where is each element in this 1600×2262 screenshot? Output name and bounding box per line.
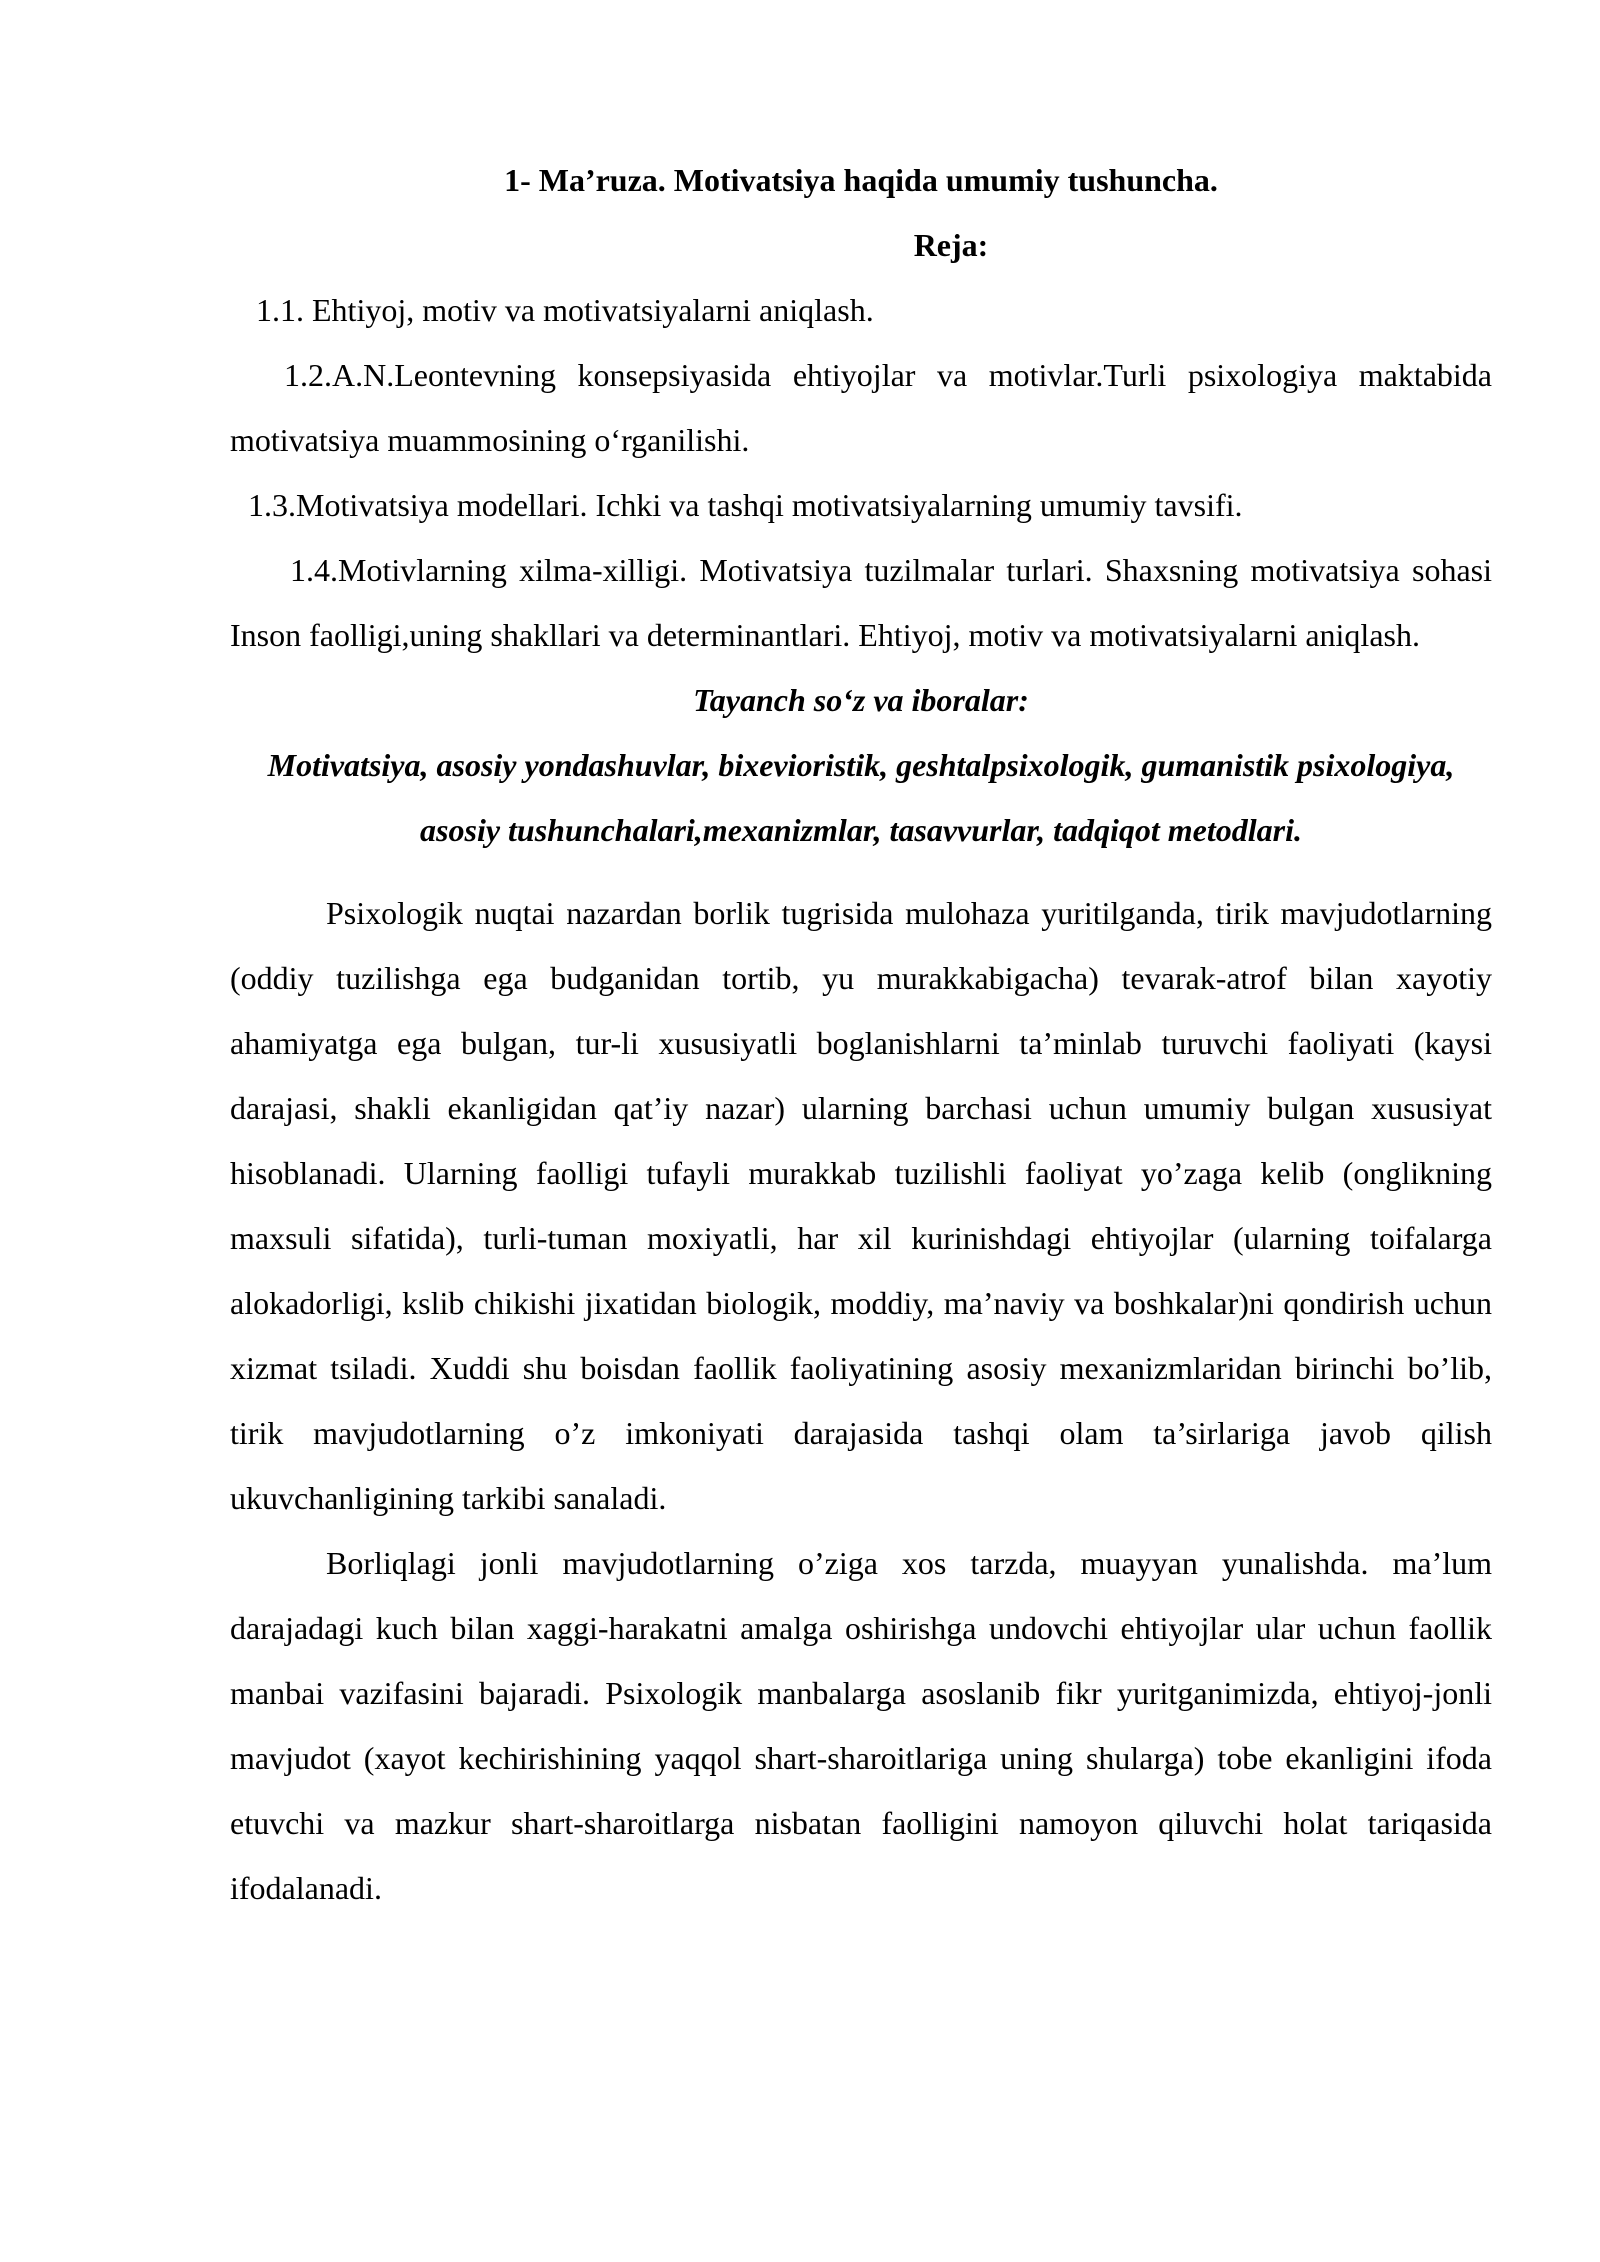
plan-item: 1.2.A.N.Leontevning konsepsiyasida ehtiyojlar va motivlar.Turli psixologiya maktabida motivatsiya muammosining o‘rganilishi. <box>230 357 1492 458</box>
document-page <box>230 148 1492 1921</box>
plan-item: 1.4.Motivlarning xilma-xilligi. Motivatsiya tuzilmalar turlari. Shaxsning motivatsiya sohasi Inson faolligi,uning shakllari va determinantlari. Ehtiyoj, motiv va motivatsiyalarni aniqlash. <box>230 552 1492 653</box>
plan-item: 1.1. Ehtiyoj, motiv va motivatsiyalarni aniqlash. <box>256 292 874 328</box>
plan-item: 1.3.Motivatsiya modellari. Ichki va tashqi motivatsiyalarning umumiy tavsifi. <box>248 487 1243 523</box>
lecture-title: 1- Ma’ruza. Motivatsiya haqida umumiy tushuncha. <box>504 162 1218 198</box>
plan-heading: Reja: <box>913 227 989 263</box>
keywords-heading: Tayanch so‘z va iboralar: <box>693 682 1029 718</box>
body-paragraph: Borliqlagi jonli mavjudotlarning o’ziga xos tarzda, muayyan yunalishda. ma’lum darajadagi kuch bilan xaggi-harakatni amalga oshirishga undovchi ehtiyojlar ular uchun faollik manbai vazifasini bajaradi. Psixologik manbalarga asoslanib fikr yuritganimizda, ehtiyoj-jonli mavjudot (xayot kechirishining yaqqol shart-sharoitlariga uning shularga) tobe ekanligini ifoda etuvchi va mazkur shart-sharoitlarga nisbatan faolligini namoyon qiluvchi holat tariqasida ifodalanadi. <box>230 1545 1492 1906</box>
keywords-list: Motivatsiya, asosiy yondashuvlar, bixevioristik, geshtalpsixologik, gumanistik psixologiya, asosiy tushunchalari,mexanizmlar, tasavvurlar, tadqiqot metodlari. <box>267 747 1455 848</box>
body-paragraph: Psixologik nuqtai nazardan borlik tugrisida mulohaza yuritilganda, tirik mavjudotlarning (oddiy tuzilishga ega budganidan tortib, yu murakkabigacha) tevarak-atrof bilan xayotiy ahamiyatga ega bulgan, tur-li xususiyatli boglanishlarni ta’minlab turuvchi faoliyati (kaysi darajasi, shakli ekanligidan qat’iy nazar) ularning barchasi uchun umumiy bulgan xususiyat hisoblanadi. Ularning faolligi tufayli murakkab tuzilishli faoliyat yo’zaga kelib (onglikning maxsuli sifatida), turli-tuman moxiyatli, har xil kurinishdagi ehtiyojlar (ularning toifalarga alokadorligi, kslib chikishi jixatidan biologik, moddiy, ma’naviy va boshkalar)ni qondirish uchun xizmat tsiladi. Xuddi shu boisdan faollik faoliyatining asosiy mexanizmlaridan birinchi bo’lib, tirik mavjudotlarning o’z imkoniyati darajasida tashqi olam ta’sirlariga javob qilish ukuvchanligining tarkibi sanaladi. <box>230 895 1492 1516</box>
